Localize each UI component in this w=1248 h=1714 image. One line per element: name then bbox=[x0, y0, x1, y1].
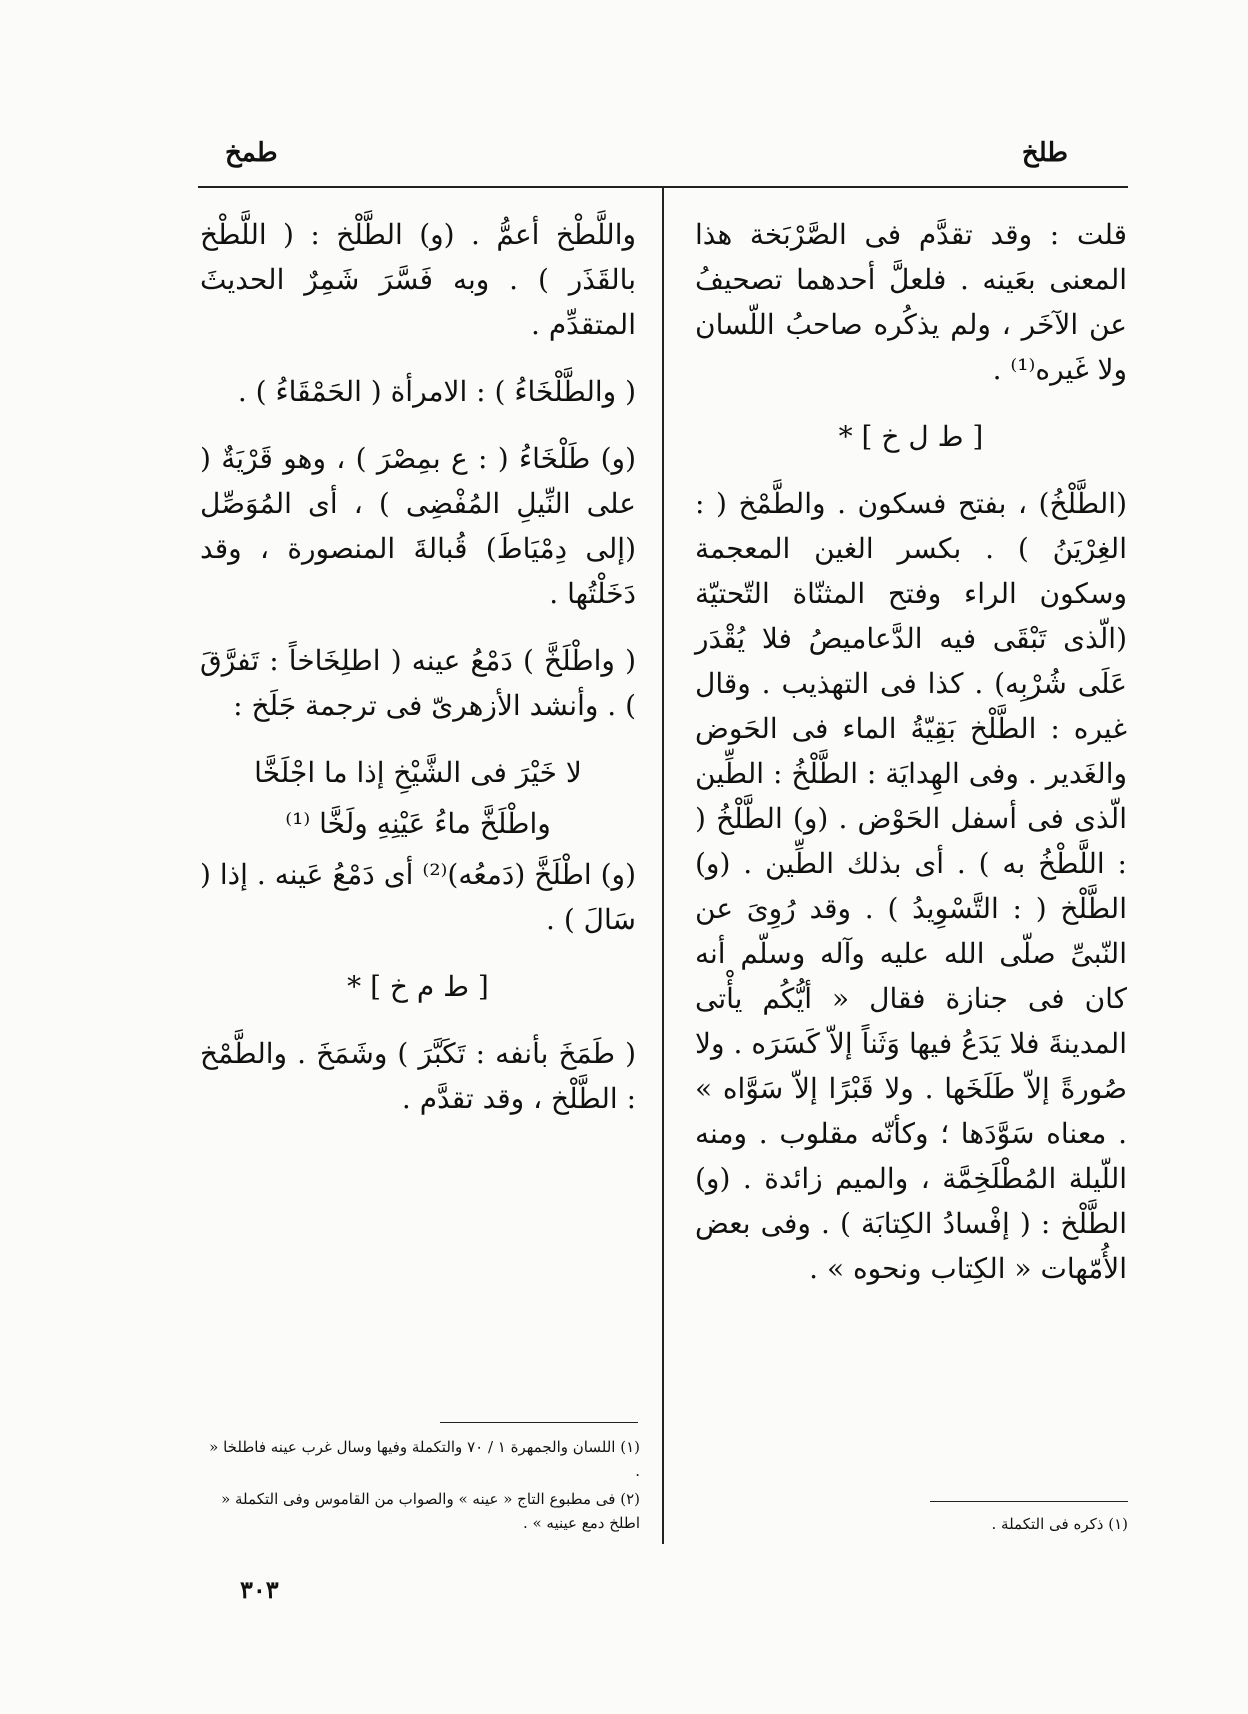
footnotes-right bbox=[700, 1512, 1128, 1540]
paragraph: ( طَمَخَ بأنفه : تَكَبَّرَ ) وشَمَخَ . والطَّمْخ : الطَّلْخ ، وقد تقدَّم . bbox=[200, 1037, 636, 1115]
entry-heading-tmkh: [ ط م خ ] * bbox=[347, 970, 489, 1003]
header-entry-left: طمخ bbox=[225, 138, 278, 168]
paragraph: (الطَّلْخُ) ، بفتح فسكون . والطَّمْخ ( : الغِرْيَنُ ) . بكسر الغين المعجمة وسكون الراء وفتح المثنّاة التّحتيّة (الّذى تَبْقَى فيه الدَّعاميصُ فلا يُقْدَر عَلَى شُرْبِه) . كذا فى التهذيب . وقال غيره : الطَّلْخ بَقِيّةُ الماء فى الحَوض والغَدير . وفى الهِدايَة : الطَّلْخُ : الطِّين الّذى فى أسفل الحَوْض . (و) الطَّلْخُ ( : اللَّطْخُ به ) . أى بذلك الطِّين . (و) الطَّلْخ ( : التَّسْوِيدُ ) . وقد رُوِىَ عن النّبىِّ صلّى الله عليه وآله وسلّم أنه كان فى جنازة فقال « أيُّكُم يأْتى المدينةَ فلا يَدَعُ فيها وَثَناً إلاّ كَسَرَه . ولا صُورةً إلاّ طَلَخَها . ولا قَبْرًا إلاّ سَوَّاه » . معناه سَوَّدَها ؛ وكأنّه مقلوب . ومنه اللّيلة المُطْلَخِمَّة ، والميم زائدة . (و) الطَّلْخ : ( إفْسادُ الكِتابَة ) . وفى بعض الأُمّهات « الكِتاب ونحوه » . bbox=[695, 487, 1127, 1285]
footnote-rule-right bbox=[930, 1501, 1128, 1502]
footnotes-left bbox=[200, 1435, 640, 1539]
paragraph: (و) طَلْخَاءُ ( : ع بمِصْرَ ) ، وهو قَرْيَةٌ ( على النِّيلِ المُفْضِى ) ، أى المُوَصِّل (إلى دِمْيَاطَ) قُبالةَ المنصورة ، وقد دَخَلْتُها . bbox=[200, 442, 636, 610]
footnote: (١) اللسان والجمهرة ١ / ٧٠ والتكملة وفيها وسال غرب عينه فاطلخا « . bbox=[209, 1438, 640, 1480]
paragraph: واللَّطْخ أعمُّ . (و) الطَّلْخ : ( اللَّطْخ بالقَذَر ) . وبه فَسَّرَ شَمِرٌ الحديثَ المتقدِّم . bbox=[200, 218, 636, 341]
left-column bbox=[200, 212, 636, 1143]
footnote-rule-left bbox=[440, 1422, 638, 1423]
footnote: (١) ذكره فى التكملة . bbox=[991, 1515, 1128, 1533]
footnote: (٢) فى مطبوع التاج « عينه » والصواب من القاموس وفى التكملة « اطلخ دمع عينيه » . bbox=[221, 1490, 640, 1532]
page-number: ٣٠٣ bbox=[240, 1575, 279, 1604]
paragraph: (و) اطْلَخَّ (دَمعُه)⁽²⁾ أى دَمْعُ عَينه . إذا ( سَالَ ) . bbox=[200, 858, 636, 936]
verse-line: لا خَيْرَ فى الشَّيْخِ إذا ما اجْلَخَّا bbox=[254, 756, 582, 789]
paragraph: ( والطَّلْخَاءُ ) : الامرأة ( الحَمْقَاءُ ) . bbox=[237, 375, 636, 408]
paragraph: قلت : وقد تقدَّم فى الصَّرْبَخة هذا المعنى بعَينه . فلعلَّ أحدهما تصحيفُ عن الآخَر ، ولم يذكُره صاحبُ اللّسان ولا غَيره⁽¹⁾ . bbox=[695, 218, 1127, 386]
entry-heading-tlkh: [ ط ل خ ] * bbox=[838, 420, 984, 453]
verse-line: واطْلَخَّ ماءُ عَيْنِهِ ولَخَّا ⁽¹⁾ bbox=[285, 807, 551, 840]
header-entry-right: طلخ bbox=[1021, 138, 1068, 168]
right-column bbox=[695, 212, 1127, 1313]
paragraph: ( واطْلَخَّ ) دَمْعُ عينه ( اطلِخَاخاً : تَفرَّقَ ) . وأنشد الأزهرىّ فى ترجمة جَلَخ : bbox=[200, 644, 636, 722]
column-divider bbox=[662, 186, 664, 1544]
